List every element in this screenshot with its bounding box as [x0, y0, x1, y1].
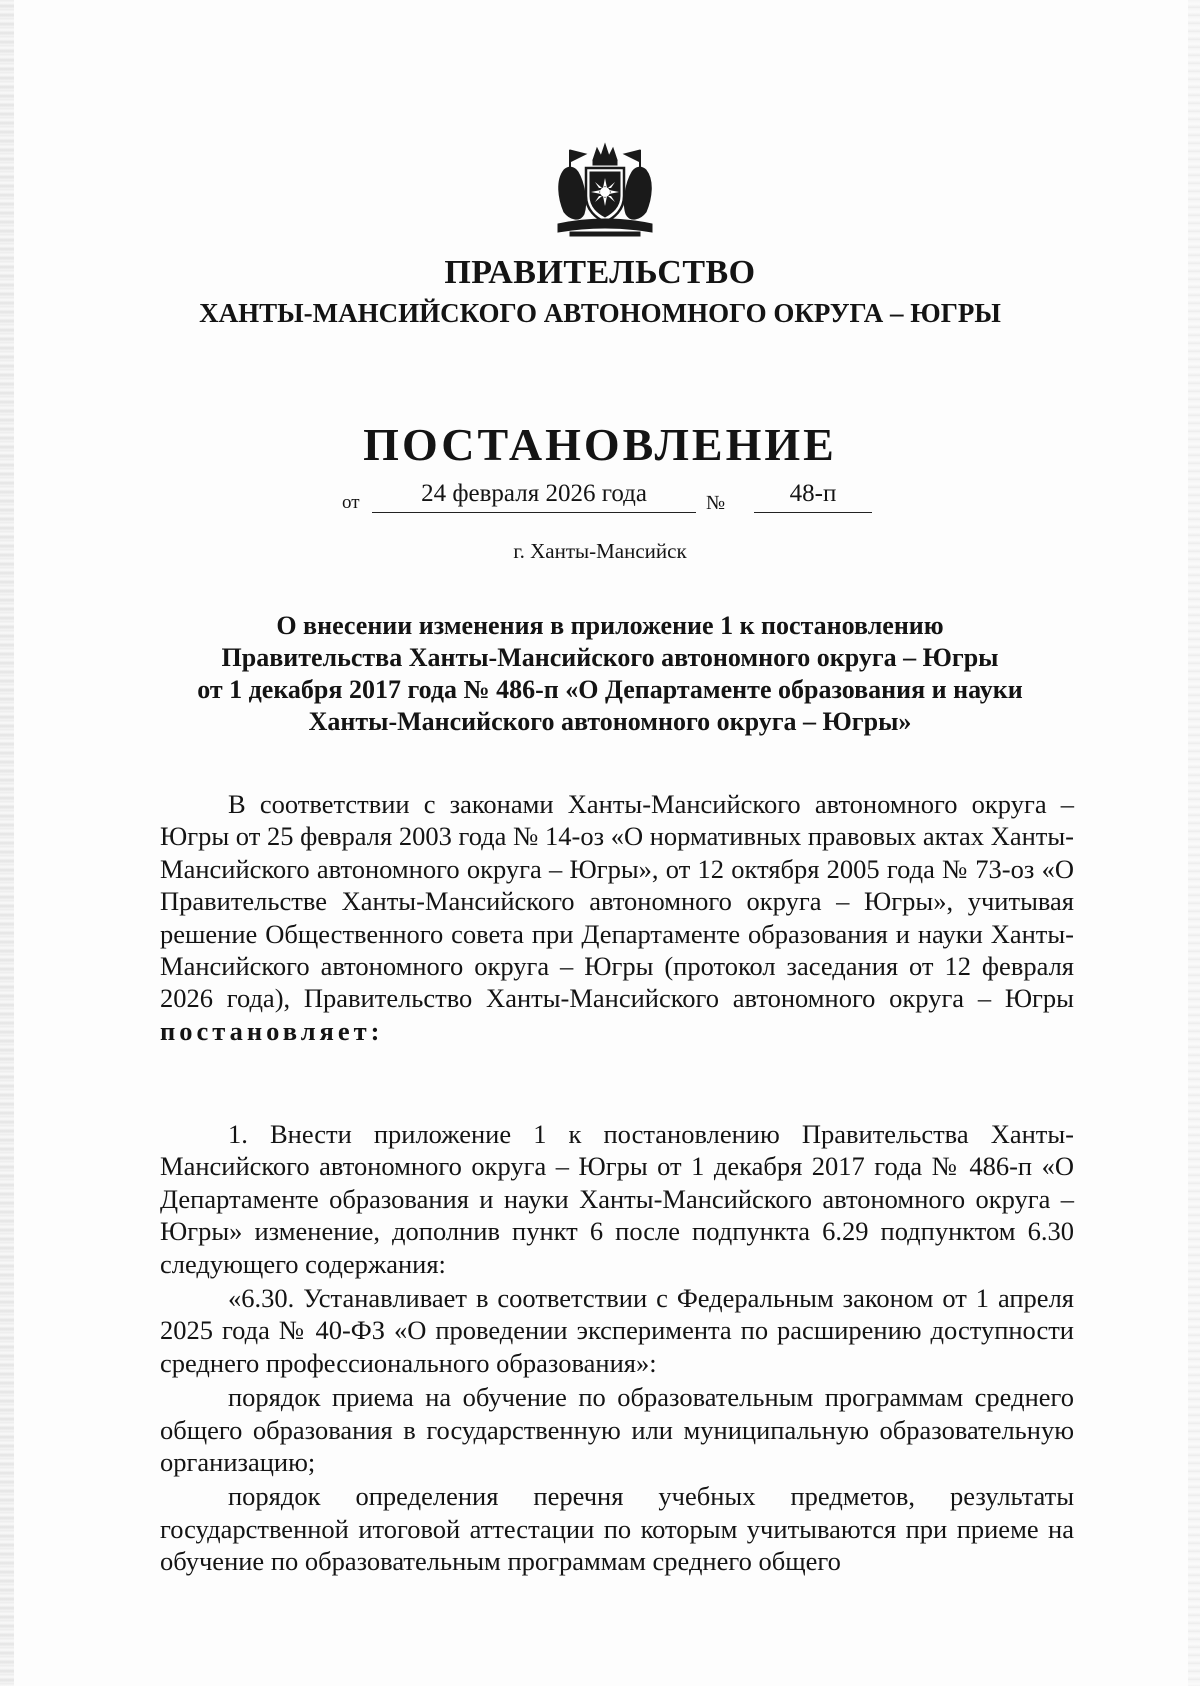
preamble-paragraph	[160, 788, 1074, 1047]
heading-line: от 1 декабря 2017 года № 486-п «О Департаменте образования и науки	[197, 675, 1023, 704]
org-title: ПРАВИТЕЛЬСТВО	[444, 254, 756, 291]
preamble-block	[160, 788, 1074, 1047]
preamble-text: В соответствии с законами Ханты-Мансийского автономного округа – Югры от 25 февраля 2003 года № 14-оз «О нормативных правовых актах Ханты-Мансийского автономного округа – Югры», от 12 октября 2005 года № 73-оз «О Правительстве Ханты-Мансийского автономного округа – Югры», учитывая решение Общественного совета при Департаменте образования и науки Ханты-Мансийского автономного округа – Югры (протокол заседания от 12 февраля 2026 года), Правительство Ханты-Мансийского автономного округа – Югры	[160, 789, 1074, 1014]
date-number-line	[342, 480, 882, 520]
document-heading	[150, 610, 1070, 738]
document-date: 24 февраля 2026 года	[372, 480, 696, 513]
heading-line: Ханты-Мансийского автономного округа – Югры»	[308, 707, 912, 736]
number-label: №	[706, 492, 726, 514]
from-label: от	[342, 492, 360, 513]
item-1-paragraph: 1. Внести приложение 1 к постановлению Правительства Ханты-Мансийского автономного округа – Югры от 1 декабря 2017 года № 486-п «О Департаменте образования и науки Ханты-Мансийского автономного округа – Югры» изменение, дополнив пункт 6 после подпункта 6.29 подпунктом 6.30 следующего содержания:	[160, 1119, 1074, 1279]
org-subtitle: ХАНТЫ-МАНСИЙСКОГО АВТОНОМНОГО ОКРУГА – ЮГРЫ	[199, 298, 1001, 328]
decree-word: постановляет:	[160, 1015, 384, 1046]
heading-line: О внесении изменения в приложение 1 к постановлению	[276, 611, 944, 640]
document-number: 48-п	[754, 480, 872, 513]
scan-edge-left	[0, 0, 14, 1686]
city-name: г. Ханты-Мансийск	[513, 539, 687, 563]
document-type-title: ПОСТАНОВЛЕНИЕ	[363, 419, 837, 470]
item-6-30-paragraph: «6.30. Устанавливает в соответствии с Федеральным законом от 1 апреля 2025 года № 40-ФЗ «О проведении эксперимента по расширению доступности среднего профессионального образования»:	[160, 1283, 1074, 1378]
heading-line: Правительства Ханты-Мансийского автономного округа – Югры	[221, 643, 999, 672]
operative-block	[160, 1118, 1074, 1578]
coat-of-arms-icon	[550, 140, 660, 240]
sub-paragraph-2: порядок определения перечня учебных предметов, результаты государственной итоговой аттестации по которым учитываются при приеме на обучение по образовательным программам среднего общего	[160, 1481, 1074, 1577]
sub-paragraph-1: порядок приема на обучение по образовательным программам среднего общего образования в государственную или муниципальную образовательную организацию;	[160, 1382, 1074, 1478]
scan-edge-right	[1188, 0, 1200, 1686]
